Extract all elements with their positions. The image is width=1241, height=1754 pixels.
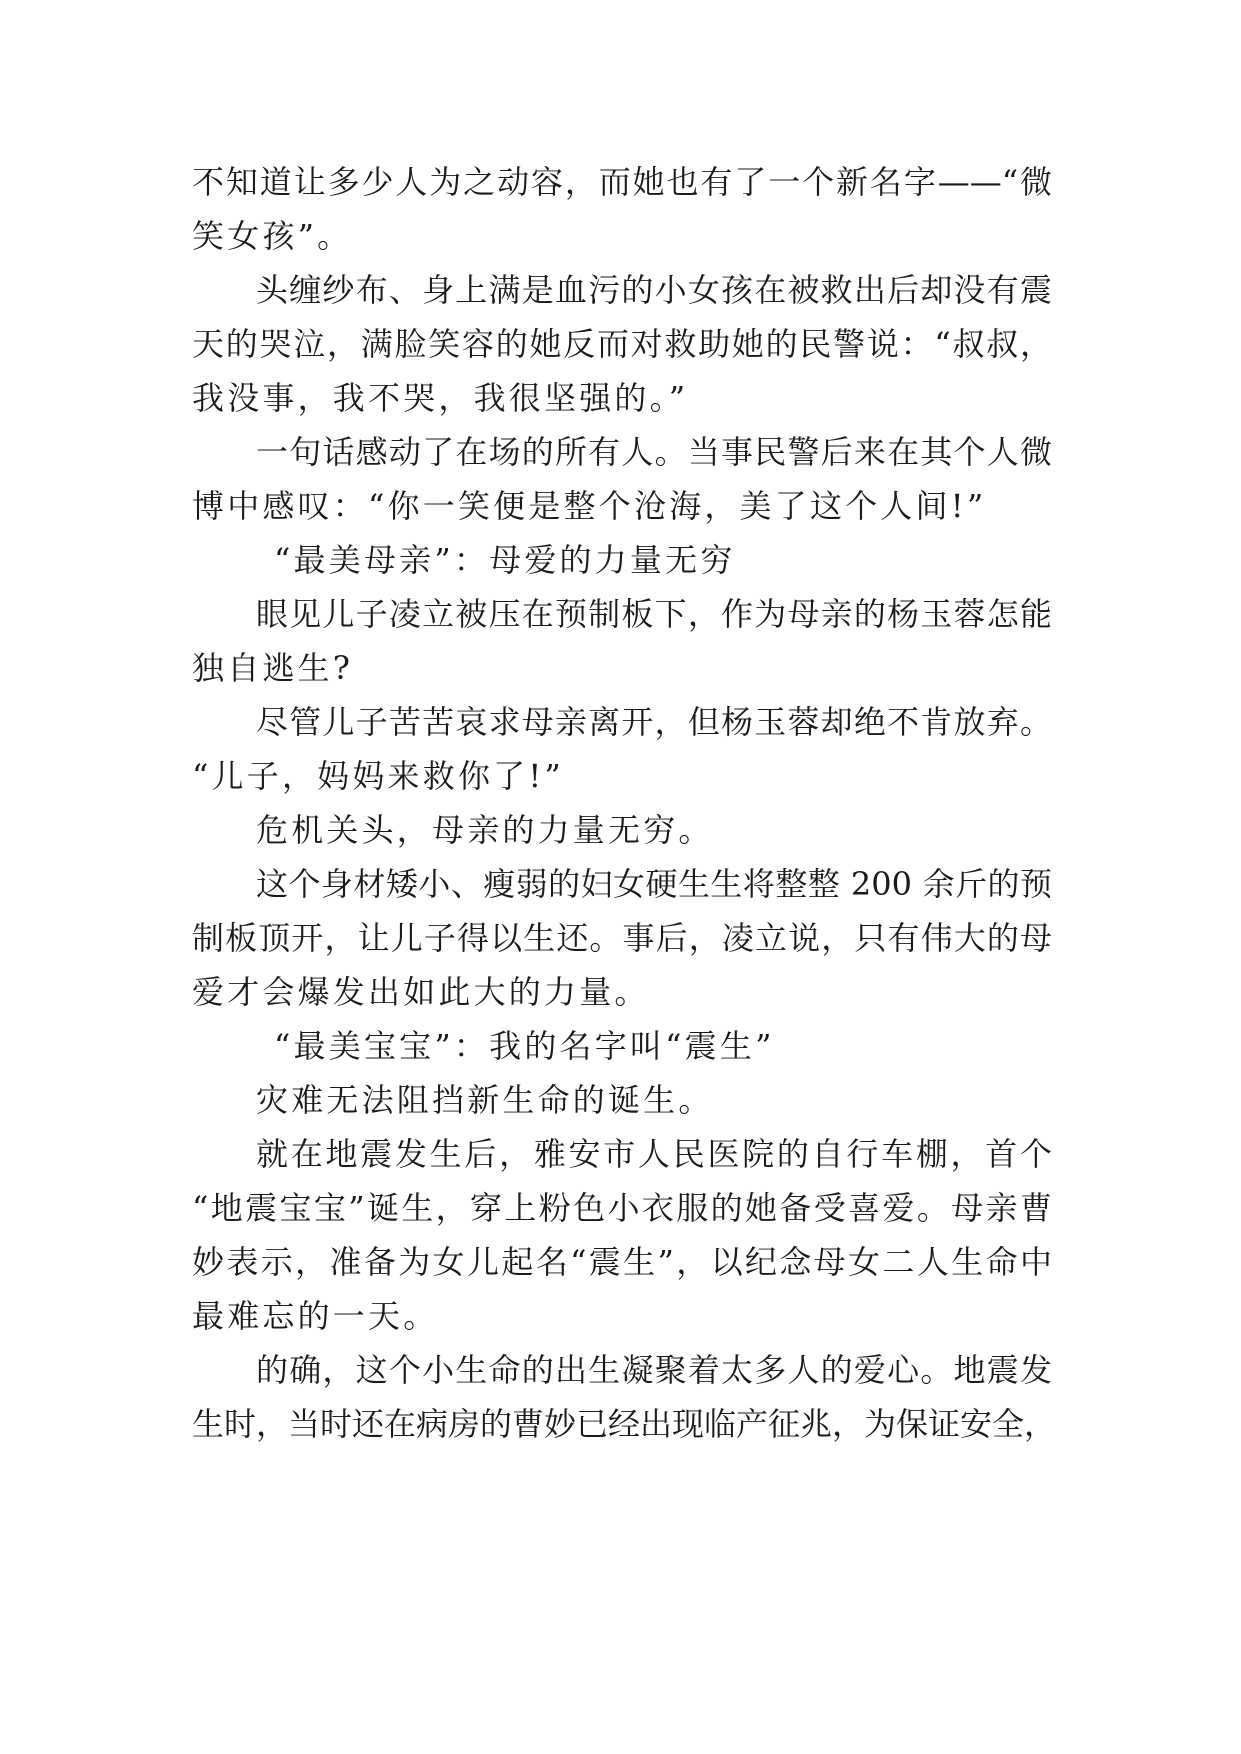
- text-line: 笑女孩”。: [192, 217, 353, 255]
- section-heading: “最美宝宝”：我的名字叫“震生”: [274, 1027, 775, 1065]
- paragraph-first-line: 灾难无法阻挡新生命的诞生。: [256, 1081, 714, 1119]
- text-line: 妙表示，准备为女儿起名“震生”，以纪念母女二人生命中: [192, 1243, 1052, 1281]
- paragraph-first-line: 尽管儿子苦苦哀求母亲离开，但杨玉蓉却绝不肯放弃。: [256, 703, 1052, 741]
- paragraph-first-line: 一句话感动了在场的所有人。当事民警后来在其个人微: [256, 433, 1052, 471]
- paragraph-first-line: 眼见儿子凌立被压在预制板下，作为母亲的杨玉蓉怎能: [256, 595, 1052, 633]
- text-line: “儿子，妈妈来救你了!”: [192, 757, 564, 795]
- paragraph-first-line: 的确，这个小生命的出生凝聚着太多人的爱心。地震发: [256, 1351, 1052, 1389]
- section-heading: “最美母亲”：母爱的力量无穷: [274, 541, 736, 579]
- text-line: 我没事，我不哭，我很坚强的。”: [192, 379, 689, 417]
- text-line: 制板顶开，让儿子得以生还。事后，凌立说，只有伟大的母: [192, 919, 1052, 957]
- text-line: 爱才会爆发出如此大的力量。: [192, 973, 650, 1011]
- text-line: 最难忘的一天。: [192, 1297, 439, 1335]
- text-line: 不知道让多少人为之动容，而她也有了一个新名字——“微: [192, 163, 1052, 201]
- paragraph-first-line: 就在地震发生后，雅安市人民医院的自行车棚，首个: [256, 1135, 1052, 1173]
- paragraph-first-line: 这个身材矮小、瘦弱的妇女硬生生将整整 200 余斤的预: [256, 865, 1052, 903]
- text-line: “地震宝宝”诞生，穿上粉色小衣服的她备受喜爱。母亲曹: [192, 1189, 1052, 1227]
- text-line: 生时，当时还在病房的曹妙已经出现临产征兆，为保证安全，: [192, 1405, 1057, 1443]
- text-line: 博中感叹：“你一笑便是整个沧海，美了这个人间!”: [192, 487, 987, 525]
- text-line: 天的哭泣，满脸笑容的她反而对救助她的民警说：“叔叔，: [192, 325, 1052, 363]
- paragraph-first-line: 头缠纱布、身上满是血污的小女孩在被救出后却没有震: [256, 271, 1052, 309]
- text-line: 独自逃生?: [192, 649, 354, 687]
- paragraph-first-line: 危机关头，母亲的力量无穷。: [256, 811, 714, 849]
